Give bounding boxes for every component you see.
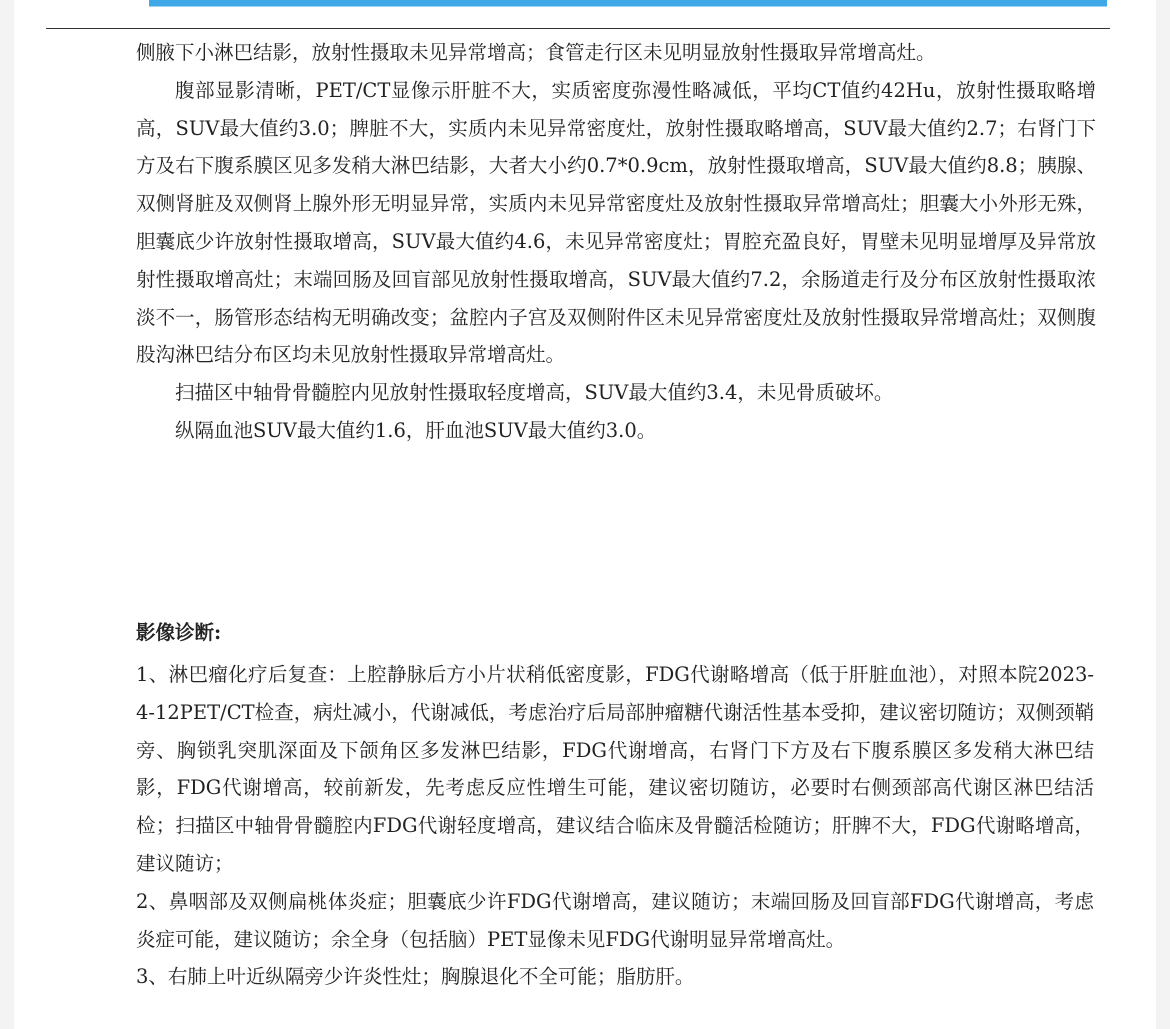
diagnosis-item-1: 1、淋巴瘤化疗后复查：上腔静脉后方小片状稍低密度影，FDG代谢略增高（低于肝脏血池），对照本院2023-4-12PET/CT检查，病灶减小，代谢减低，考虑治疗后局部肿瘤糖代谢活性基本受抑，建议密切随访；双侧颈鞘旁、胸锁乳突肌深面及下颌角区多发淋巴结影，FDG代谢增高，右肾门下方及右下腹系膜区多发稍大淋巴结影，FDG代谢增高，较前新发，先考虑反应性增生可能，建议密切随访，必要时右侧颈部高代谢区淋巴结活检；扫描区中轴骨骨髓腔内FDG代谢轻度增高，建议结合临床及骨髓活检随访；肝脾不大，FDG代谢略增高，建议随访；: [136, 663, 1094, 875]
header-divider: [46, 28, 1110, 29]
findings-abdomen: 腹部显影清晰，PET/CT显像示肝脏不大，实质密度弥漫性略减低，平均CT值约42Hu，放射性摄取略增高，SUV最大值约3.0；脾脏不大，实质内未见异常密度灶，放射性摄取略增高，SUV最大值约2.7；右肾门下方及右下腹系膜区见多发稍大淋巴结影，大者大小约0.7*0.9cm，放射性摄取增高，SUV最大值约8.8；胰腺、双侧肾脏及双侧肾上腺外形无明显异常，实质内未见异常密度灶及放射性摄取异常增高灶；胆囊大小外形无殊，胆囊底少许放射性摄取增高，SUV最大值约4.6，未见异常密度灶；胃腔充盈良好，胃壁未见明显增厚及异常放射性摄取增高灶；末端回肠及回盲部见放射性摄取增高，SUV最大值约7.2，余肠道走行及分布区放射性摄取浓淡不一，肠管形态结构无明确改变；盆腔内子宫及双侧附件区未见异常密度灶及放射性摄取异常增高灶；双侧腹股沟淋巴结分布区均未见放射性摄取异常增高灶。: [136, 78, 1096, 367]
header-accent-bar: [149, 0, 1107, 6]
diagnosis-title: 影像诊断:: [136, 621, 222, 644]
findings-blood-pool: 纵隔血池SUV最大值约1.6，肝血池SUV最大值约3.0。: [175, 418, 657, 442]
findings-chest-tail: 侧腋下小淋巴结影，放射性摄取未见异常增高；食管走行区未见明显放射性摄取异常增高灶。: [136, 41, 936, 64]
findings-bone: 扫描区中轴骨骨髓腔内见放射性摄取轻度增高，SUV最大值约3.4，未见骨质破坏。: [175, 381, 894, 405]
diagnosis-section: [136, 656, 1094, 996]
findings-section: [136, 34, 1096, 450]
diagnosis-item-2: 2、鼻咽部及双侧扁桃体炎症；胆囊底少许FDG代谢增高，建议随访；末端回肠及回盲部FDG代谢增高，考虑炎症可能，建议随访；余全身（包括脑）PET显像未见FDG代谢明显异常增高灶。: [136, 889, 1094, 951]
diagnosis-item-3: 3、右肺上叶近纵隔旁少许炎性灶；胸腺退化不全可能；脂肪肝。: [136, 965, 695, 989]
